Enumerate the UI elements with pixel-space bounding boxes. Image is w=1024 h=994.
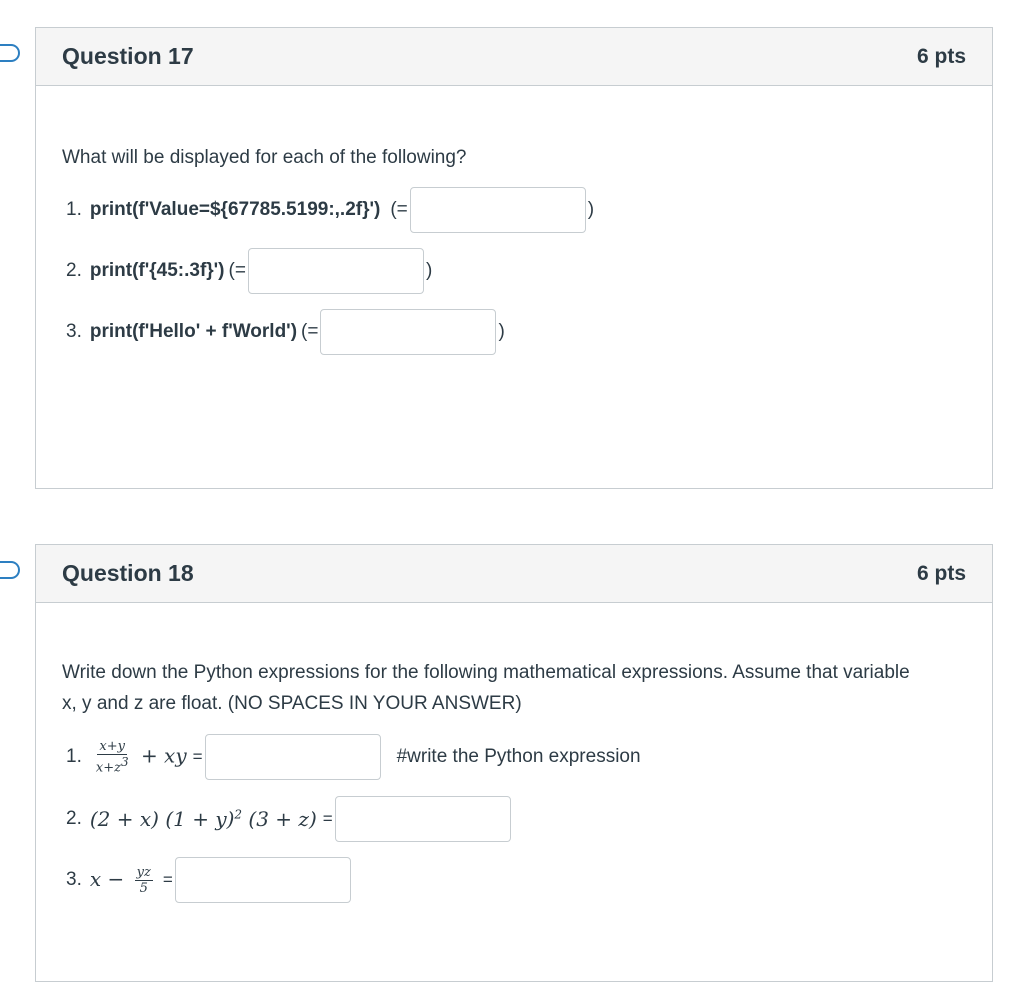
list-item — [66, 734, 641, 780]
fraction — [94, 739, 131, 775]
close-paren: ) — [498, 321, 505, 342]
list-item — [66, 796, 513, 842]
close-paren: ) — [587, 199, 595, 220]
item-number: 1. — [66, 199, 82, 220]
question-title: Question 17 — [62, 43, 194, 69]
math-term: x − — [89, 866, 125, 891]
open-paren: (= — [301, 321, 319, 342]
hint-note: #write the Python expression — [396, 746, 641, 767]
exponent: 3 — [120, 754, 129, 769]
question-header — [36, 28, 992, 86]
list-item — [66, 248, 432, 294]
question-prompt: Write down the Python expressions for the following mathematical expressions. Assume that variable x, y and z are float. (NO SPACES IN YOUR ANSWER) — [62, 662, 910, 714]
fraction-denominator-base: x+z — [95, 760, 121, 776]
math-expression — [90, 865, 157, 896]
equals-sign: = — [192, 747, 203, 766]
open-paren: (= — [228, 260, 246, 281]
question-points: 6 pts — [916, 561, 966, 585]
fraction-denominator — [94, 755, 131, 775]
list-item — [66, 187, 594, 233]
answer-input-6[interactable] — [175, 857, 351, 903]
answer-input-3[interactable] — [320, 309, 496, 355]
question-18 — [35, 544, 993, 982]
close-paren: ) — [425, 260, 433, 281]
question-points: 6 pts — [916, 44, 966, 68]
math-expression — [90, 807, 317, 831]
fraction — [135, 865, 153, 896]
fraction-denominator: 5 — [139, 880, 148, 896]
question-prompt: What will be displayed for each of the following? — [62, 147, 467, 168]
flag-question-icon[interactable] — [0, 44, 20, 62]
item-number: 3. — [66, 321, 82, 342]
item-number: 3. — [66, 869, 82, 890]
item-number: 1. — [66, 746, 82, 767]
fraction-numerator: x+y — [99, 738, 125, 754]
answer-input-5[interactable] — [335, 796, 511, 842]
item-number: 2. — [66, 260, 82, 281]
answer-input-1[interactable] — [410, 187, 586, 233]
equals-sign: = — [162, 870, 173, 889]
answer-input-2[interactable] — [248, 248, 424, 294]
math-tail: + xy — [140, 743, 187, 768]
open-paren: (= — [390, 199, 408, 220]
math-term: (3 + z) — [248, 807, 317, 831]
code-expression: print(f'Value=${67785.5199:,.2f}') — [89, 199, 381, 220]
question-17 — [35, 27, 993, 489]
list-item — [66, 309, 505, 355]
math-term: (2 + x) — [89, 807, 159, 831]
code-expression: print(f'{45:.3f}') — [89, 260, 225, 281]
fraction-numerator: yz — [136, 864, 151, 880]
answer-input-4[interactable] — [205, 734, 381, 780]
math-expression — [90, 739, 187, 775]
question-title: Question 18 — [62, 560, 194, 586]
code-expression: print(f'Hello' + f'World') — [89, 321, 298, 342]
list-item — [66, 857, 353, 903]
math-term: (1 + y) — [165, 807, 235, 831]
flag-question-icon[interactable] — [0, 561, 20, 579]
item-number: 2. — [66, 808, 82, 829]
question-header — [36, 545, 992, 603]
exponent: 2 — [234, 807, 243, 822]
equals-sign: = — [322, 809, 333, 828]
